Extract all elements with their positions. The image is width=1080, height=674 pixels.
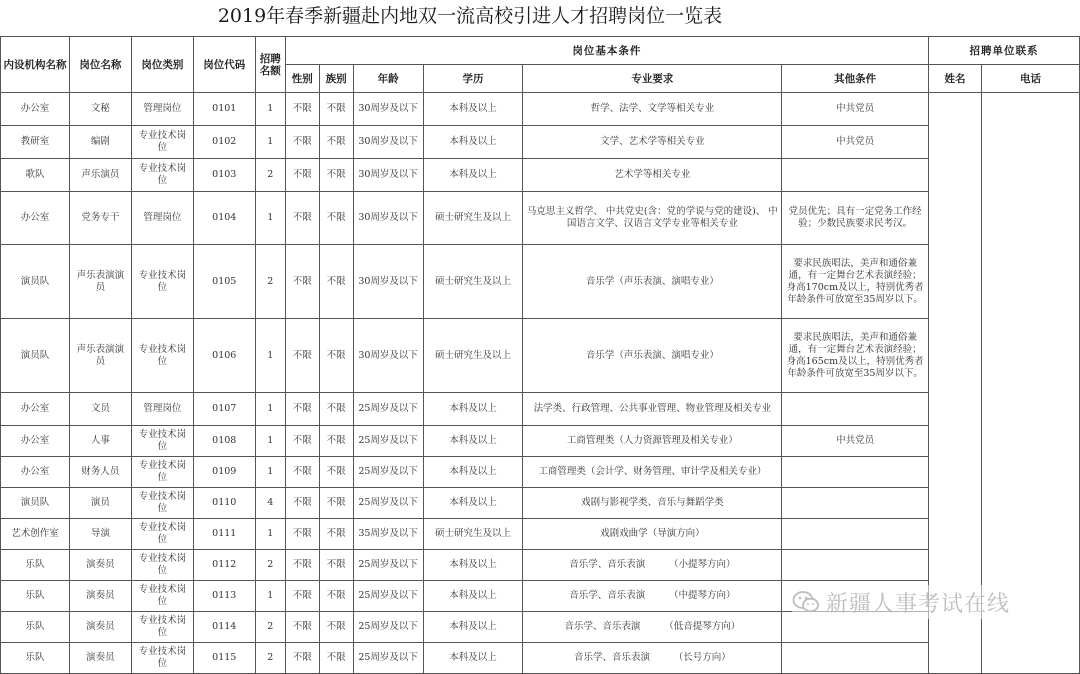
post-name-cell: 导演 — [69, 519, 131, 550]
gender-cell: 不限 — [285, 581, 319, 612]
other-cell — [782, 519, 929, 550]
gender-cell: 不限 — [285, 643, 319, 674]
education-cell: 本科及以上 — [423, 612, 523, 643]
post-type-cell: 专业技术岗位 — [131, 581, 193, 612]
unit-cell: 乐队 — [1, 581, 70, 612]
gender-cell: 不限 — [285, 93, 319, 126]
major-cell: 工商管理类（会计学、财务管理、审计学及相关专业） — [523, 457, 782, 488]
education-cell: 硕士研究生及以上 — [423, 245, 523, 319]
table-row — [1, 93, 1080, 126]
other-cell: 中共党员 — [782, 93, 929, 126]
post-type-cell: 专业技术岗位 — [131, 488, 193, 519]
post-code-cell: 0114 — [193, 612, 255, 643]
wechat-icon — [792, 590, 820, 614]
quota-cell: 1 — [255, 581, 285, 612]
education-cell: 硕士研究生及以上 — [423, 319, 523, 393]
age-cell: 35周岁及以下 — [353, 519, 423, 550]
post-name-cell: 财务人员 — [69, 457, 131, 488]
header-post-name: 岗位名称 — [69, 37, 131, 93]
post-code-cell: 0109 — [193, 457, 255, 488]
watermark — [792, 585, 1010, 619]
major-cell: 戏剧与影视学类、音乐与舞蹈学类 — [523, 488, 782, 519]
age-cell: 30周岁及以下 — [353, 126, 423, 159]
ethnicity-cell: 不限 — [319, 159, 353, 192]
table-row — [1, 519, 1080, 550]
post-type-cell: 专业技术岗位 — [131, 457, 193, 488]
post-name-cell: 党务专干 — [69, 192, 131, 245]
unit-cell: 乐队 — [1, 612, 70, 643]
age-cell: 25周岁及以下 — [353, 581, 423, 612]
quota-cell: 1 — [255, 319, 285, 393]
post-name-cell: 文秘 — [69, 93, 131, 126]
ethnicity-cell: 不限 — [319, 612, 353, 643]
education-cell: 本科及以上 — [423, 393, 523, 426]
age-cell: 30周岁及以下 — [353, 245, 423, 319]
major-cell: 工商管理类（人力资源管理及相关专业） — [523, 426, 782, 457]
other-cell: 要求民族唱法，美声和通俗兼通，有一定舞台艺术表演经验；身高165cm及以上，特别优秀者年龄条件可放宽至35周岁以下。 — [782, 319, 929, 393]
quota-cell: 1 — [255, 93, 285, 126]
ethnicity-cell: 不限 — [319, 126, 353, 159]
header-contact-name: 姓名 — [929, 65, 982, 93]
page-title: 2019年春季新疆赴内地双一流高校引进人才招聘岗位一览表 — [217, 5, 723, 27]
gender-cell: 不限 — [285, 126, 319, 159]
unit-cell: 演员队 — [1, 488, 70, 519]
post-type-cell: 专业技术岗位 — [131, 245, 193, 319]
unit-cell: 办公室 — [1, 393, 70, 426]
age-cell: 25周岁及以下 — [353, 488, 423, 519]
ethnicity-cell: 不限 — [319, 426, 353, 457]
education-cell: 本科及以上 — [423, 93, 523, 126]
post-code-cell: 0111 — [193, 519, 255, 550]
header-post-code: 岗位代码 — [193, 37, 255, 93]
other-cell: 要求民族唱法，美声和通俗兼通，有一定舞台艺术表演经验；身高170cm及以上，特别优秀者年龄条件可放宽至35周岁以下。 — [782, 245, 929, 319]
post-code-cell: 0103 — [193, 159, 255, 192]
header-unit: 内设机构名称 — [1, 37, 70, 93]
quota-cell: 2 — [255, 612, 285, 643]
header-post-type: 岗位类别 — [131, 37, 193, 93]
education-cell: 硕士研究生及以上 — [423, 519, 523, 550]
unit-cell: 乐队 — [1, 550, 70, 581]
education-cell: 本科及以上 — [423, 126, 523, 159]
other-cell: 党员优先；具有一定党务工作经验；少数民族要求民考汉。 — [782, 192, 929, 245]
other-cell — [782, 393, 929, 426]
education-cell: 本科及以上 — [423, 643, 523, 674]
unit-cell: 艺术创作室 — [1, 519, 70, 550]
post-name-cell: 声乐表演演员 — [69, 319, 131, 393]
post-type-cell: 管理岗位 — [131, 192, 193, 245]
post-type-cell: 管理岗位 — [131, 393, 193, 426]
quota-cell: 2 — [255, 245, 285, 319]
watermark-text: 新疆人事考试在线 — [826, 591, 1011, 617]
gender-cell: 不限 — [285, 457, 319, 488]
other-cell — [782, 488, 929, 519]
post-name-cell: 演员 — [69, 488, 131, 519]
post-name-cell: 演奏员 — [69, 550, 131, 581]
unit-cell: 演员队 — [1, 319, 70, 393]
post-name-cell: 声乐表演演员 — [69, 245, 131, 319]
post-code-cell: 0102 — [193, 126, 255, 159]
table-row — [1, 457, 1080, 488]
quota-cell: 2 — [255, 159, 285, 192]
major-cell: 音乐学、音乐表演 （长号方向） — [523, 643, 782, 674]
table-row — [1, 393, 1080, 426]
ethnicity-cell: 不限 — [319, 245, 353, 319]
age-cell: 30周岁及以下 — [353, 159, 423, 192]
table-row — [1, 126, 1080, 159]
post-type-cell: 管理岗位 — [131, 93, 193, 126]
post-code-cell: 0101 — [193, 93, 255, 126]
post-type-cell: 专业技术岗位 — [131, 126, 193, 159]
post-code-cell: 0110 — [193, 488, 255, 519]
unit-cell: 办公室 — [1, 457, 70, 488]
education-cell: 硕士研究生及以上 — [423, 192, 523, 245]
age-cell: 25周岁及以下 — [353, 550, 423, 581]
quota-cell: 1 — [255, 519, 285, 550]
ethnicity-cell: 不限 — [319, 643, 353, 674]
header-contact-phone: 电话 — [982, 65, 1080, 93]
gender-cell: 不限 — [285, 319, 319, 393]
post-code-cell: 0112 — [193, 550, 255, 581]
post-code-cell: 0113 — [193, 581, 255, 612]
post-code-cell: 0104 — [193, 192, 255, 245]
header-basic-conditions: 岗位基本条件 — [285, 37, 928, 65]
major-cell: 法学类、行政管理、公共事业管理、物业管理及相关专业 — [523, 393, 782, 426]
gender-cell: 不限 — [285, 488, 319, 519]
major-cell: 音乐学、音乐表演 （小提琴方向） — [523, 550, 782, 581]
gender-cell: 不限 — [285, 159, 319, 192]
age-cell: 25周岁及以下 — [353, 393, 423, 426]
post-name-cell: 演奏员 — [69, 612, 131, 643]
ethnicity-cell: 不限 — [319, 488, 353, 519]
post-type-cell: 专业技术岗位 — [131, 643, 193, 674]
post-type-cell: 专业技术岗位 — [131, 426, 193, 457]
major-cell: 音乐学、音乐表演 （低音提琴方向） — [523, 612, 782, 643]
quota-cell: 4 — [255, 488, 285, 519]
table-row — [1, 550, 1080, 581]
quota-cell: 1 — [255, 192, 285, 245]
post-code-cell: 0107 — [193, 393, 255, 426]
header-gender: 性别 — [285, 65, 319, 93]
table-row — [1, 319, 1080, 393]
ethnicity-cell: 不限 — [319, 550, 353, 581]
age-cell: 30周岁及以下 — [353, 93, 423, 126]
major-cell: 马克思主义哲学、 中共党史(含：党的学说与党的建设)、 中国语言文学、汉语言文学专业等相关专业 — [523, 192, 782, 245]
table-row — [1, 159, 1080, 192]
unit-cell: 教研室 — [1, 126, 70, 159]
header-major: 专业要求 — [523, 65, 782, 93]
header-age: 年龄 — [353, 65, 423, 93]
age-cell: 30周岁及以下 — [353, 192, 423, 245]
education-cell: 本科及以上 — [423, 159, 523, 192]
post-type-cell: 专业技术岗位 — [131, 612, 193, 643]
gender-cell: 不限 — [285, 192, 319, 245]
unit-cell: 办公室 — [1, 426, 70, 457]
major-cell: 音乐学、音乐表演 （中提琴方向） — [523, 581, 782, 612]
gender-cell: 不限 — [285, 245, 319, 319]
age-cell: 25周岁及以下 — [353, 457, 423, 488]
gender-cell: 不限 — [285, 612, 319, 643]
ethnicity-cell: 不限 — [319, 393, 353, 426]
other-cell: 中共党员 — [782, 426, 929, 457]
post-name-cell: 编剧 — [69, 126, 131, 159]
post-type-cell: 专业技术岗位 — [131, 159, 193, 192]
post-code-cell: 0105 — [193, 245, 255, 319]
post-code-cell: 0106 — [193, 319, 255, 393]
post-name-cell: 文员 — [69, 393, 131, 426]
ethnicity-cell: 不限 — [319, 519, 353, 550]
table-row — [1, 643, 1080, 674]
post-name-cell: 人事 — [69, 426, 131, 457]
recruitment-table — [0, 36, 1080, 674]
other-cell — [782, 550, 929, 581]
major-cell: 戏剧戏曲学（导演方向） — [523, 519, 782, 550]
quota-cell: 1 — [255, 393, 285, 426]
unit-cell: 乐队 — [1, 643, 70, 674]
age-cell: 25周岁及以下 — [353, 426, 423, 457]
other-cell — [782, 159, 929, 192]
education-cell: 本科及以上 — [423, 488, 523, 519]
ethnicity-cell: 不限 — [319, 319, 353, 393]
other-cell — [782, 643, 929, 674]
education-cell: 本科及以上 — [423, 457, 523, 488]
age-cell: 30周岁及以下 — [353, 319, 423, 393]
major-cell: 哲学、法学、文学等相关专业 — [523, 93, 782, 126]
education-cell: 本科及以上 — [423, 550, 523, 581]
ethnicity-cell: 不限 — [319, 581, 353, 612]
table-row — [1, 245, 1080, 319]
ethnicity-cell: 不限 — [319, 457, 353, 488]
education-cell: 本科及以上 — [423, 581, 523, 612]
ethnicity-cell: 不限 — [319, 93, 353, 126]
gender-cell: 不限 — [285, 519, 319, 550]
post-type-cell: 专业技术岗位 — [131, 319, 193, 393]
age-cell: 25周岁及以下 — [353, 612, 423, 643]
header-quota: 招聘名额 — [255, 37, 285, 93]
unit-cell: 办公室 — [1, 192, 70, 245]
age-cell: 25周岁及以下 — [353, 643, 423, 674]
post-name-cell: 演奏员 — [69, 643, 131, 674]
gender-cell: 不限 — [285, 426, 319, 457]
table-row — [1, 426, 1080, 457]
education-cell: 本科及以上 — [423, 426, 523, 457]
major-cell: 音乐学（声乐表演、演唱专业） — [523, 245, 782, 319]
post-type-cell: 专业技术岗位 — [131, 519, 193, 550]
major-cell: 艺术学等相关专业 — [523, 159, 782, 192]
unit-cell: 歌队 — [1, 159, 70, 192]
table-row — [1, 192, 1080, 245]
quota-cell: 1 — [255, 457, 285, 488]
header-contact: 招聘单位联系 — [929, 37, 1080, 65]
gender-cell: 不限 — [285, 550, 319, 581]
unit-cell: 办公室 — [1, 93, 70, 126]
post-name-cell: 声乐演员 — [69, 159, 131, 192]
post-code-cell: 0108 — [193, 426, 255, 457]
quota-cell: 2 — [255, 643, 285, 674]
quota-cell: 1 — [255, 126, 285, 159]
gender-cell: 不限 — [285, 393, 319, 426]
ethnicity-cell: 不限 — [319, 192, 353, 245]
header-other: 其他条件 — [782, 65, 929, 93]
post-type-cell: 专业技术岗位 — [131, 550, 193, 581]
major-cell: 音乐学（声乐表演、演唱专业） — [523, 319, 782, 393]
unit-cell: 演员队 — [1, 245, 70, 319]
major-cell: 文学、艺术学等相关专业 — [523, 126, 782, 159]
post-code-cell: 0115 — [193, 643, 255, 674]
other-cell: 中共党员 — [782, 126, 929, 159]
table-row — [1, 488, 1080, 519]
post-name-cell: 演奏员 — [69, 581, 131, 612]
quota-cell: 1 — [255, 426, 285, 457]
header-education: 学历 — [423, 65, 523, 93]
other-cell — [782, 457, 929, 488]
quota-cell: 2 — [255, 550, 285, 581]
header-ethnicity: 族别 — [319, 65, 353, 93]
